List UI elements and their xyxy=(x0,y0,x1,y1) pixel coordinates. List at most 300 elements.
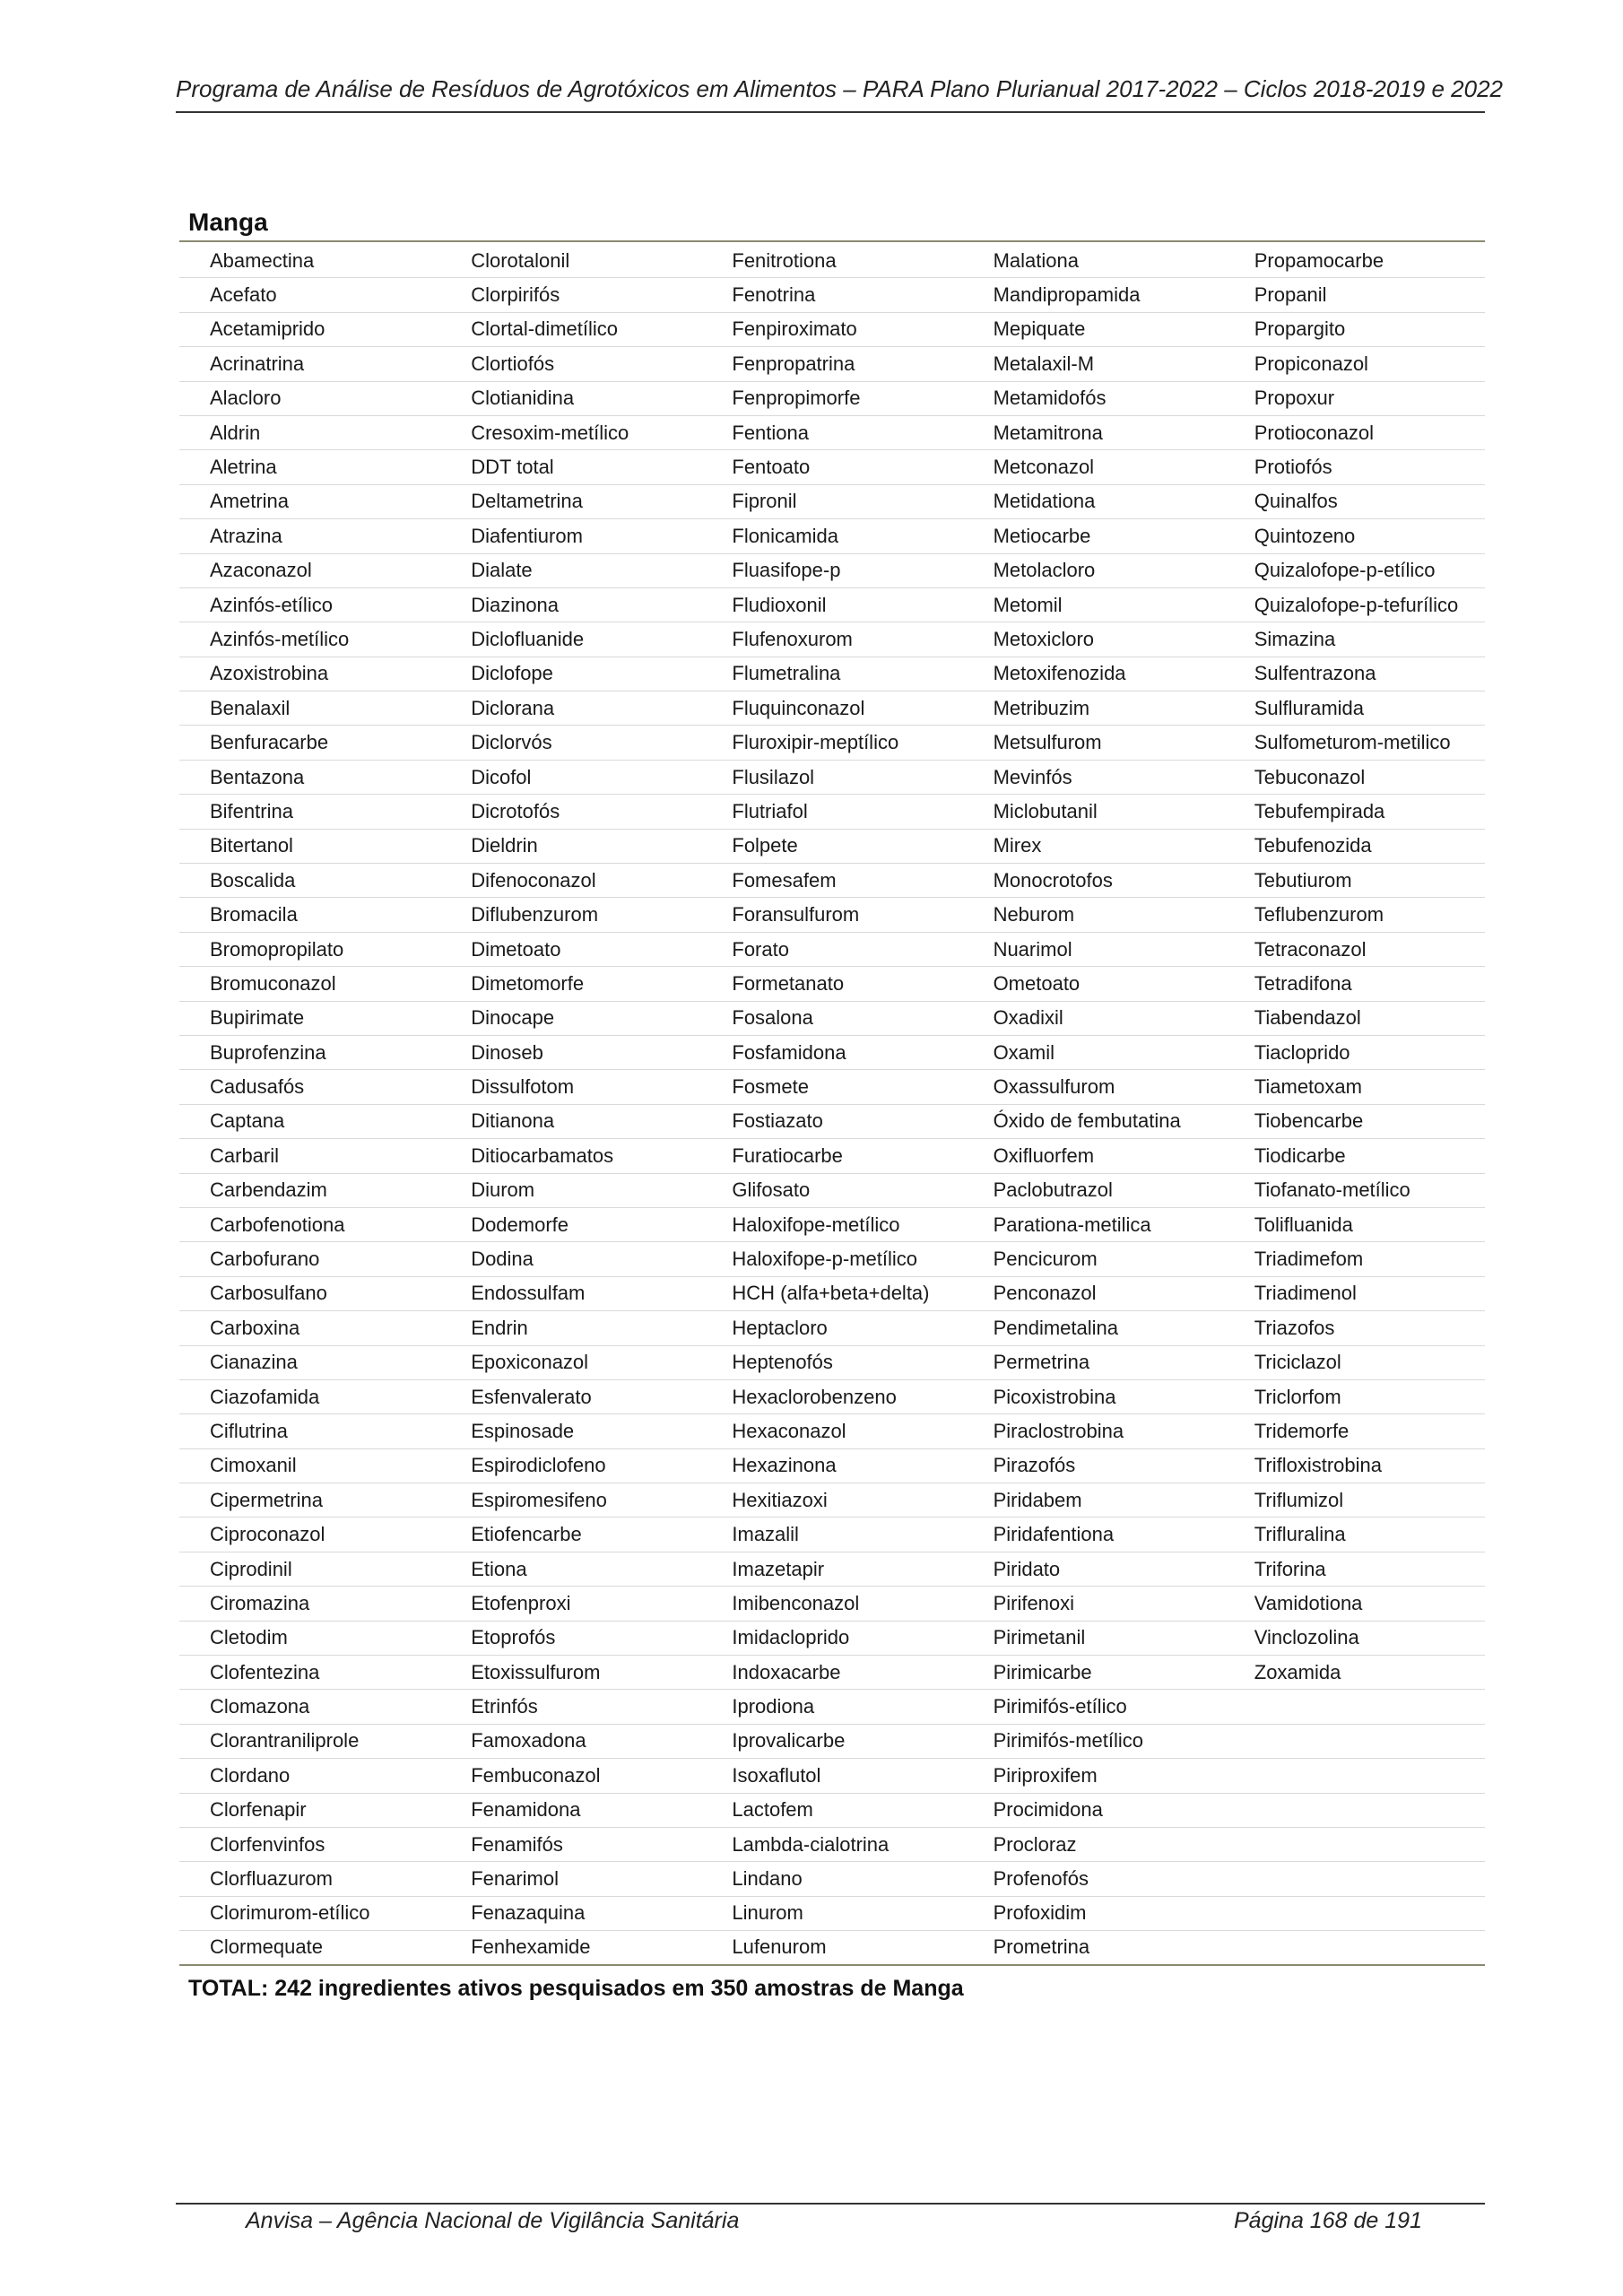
table-cell: Metidationa xyxy=(993,490,1096,513)
table-cell: Clomazona xyxy=(210,1695,310,1718)
table-cell: Pirimetanil xyxy=(993,1626,1086,1649)
table-row xyxy=(179,1862,1485,1896)
table-cell: Lindano xyxy=(732,1867,803,1891)
table-cell: Triforina xyxy=(1254,1557,1326,1580)
table-row xyxy=(179,1483,1485,1518)
table-cell: Diclofope xyxy=(471,662,553,685)
table-cell: Carbendazim xyxy=(210,1178,327,1202)
table-cell: Dicrotofós xyxy=(471,799,560,822)
table-cell: Nuarimol xyxy=(993,937,1072,961)
table-row xyxy=(179,1897,1485,1931)
table-cell: Heptacloro xyxy=(732,1316,828,1339)
table-row xyxy=(179,657,1485,691)
table-cell: Propoxur xyxy=(1254,387,1335,410)
table-cell: Cletodim xyxy=(210,1626,288,1649)
table-cell: Clofentezina xyxy=(210,1660,320,1683)
table-cell: Triazofos xyxy=(1254,1316,1335,1339)
table-cell: Clorfluazurom xyxy=(210,1867,333,1891)
table-row xyxy=(179,1587,1485,1621)
table-cell: Endossulfam xyxy=(471,1282,586,1305)
table-row xyxy=(179,1414,1485,1448)
table-row xyxy=(179,519,1485,553)
table-cell: Imibenconazol xyxy=(732,1591,860,1614)
table-cell: Etofenproxi xyxy=(471,1591,571,1614)
table-cell: Ametrina xyxy=(210,490,290,513)
table-cell: Dimetomorfe xyxy=(471,971,585,995)
table-cell: Imazetapir xyxy=(732,1557,825,1580)
table-cell: Mevinfós xyxy=(993,765,1072,788)
table-cell: Azaconazol xyxy=(210,559,312,582)
table-cell: Ometoato xyxy=(993,971,1081,995)
table-cell: Tiodicarbe xyxy=(1254,1144,1346,1167)
table-row xyxy=(179,1725,1485,1759)
table-cell: Formetanato xyxy=(732,971,845,995)
table-cell: Hexaclorobenzeno xyxy=(732,1385,897,1408)
table-row xyxy=(179,726,1485,760)
table-cell: Diclorana xyxy=(471,696,555,719)
table-cell: Protioconazol xyxy=(1254,421,1375,444)
table-cell: Furatiocarbe xyxy=(732,1144,843,1167)
table-cell: Metamitrona xyxy=(993,421,1103,444)
table-cell: Fenarimol xyxy=(471,1867,559,1891)
table-cell: Metomil xyxy=(993,593,1063,616)
table-cell: Glifosato xyxy=(732,1178,811,1202)
table-cell: Haloxifope-p-metílico xyxy=(732,1248,918,1271)
table-cell: Procimidona xyxy=(993,1798,1103,1822)
table-cell: Metribuzim xyxy=(993,696,1090,719)
table-cell: Fluasifope-p xyxy=(732,559,841,582)
table-cell: Carboxina xyxy=(210,1316,300,1339)
table-cell: Oxifluorfem xyxy=(993,1144,1095,1167)
table-cell: Tebufempirada xyxy=(1254,799,1385,822)
table-cell: Pirimicarbe xyxy=(993,1660,1092,1683)
table-row xyxy=(179,485,1485,519)
table-row xyxy=(179,1449,1485,1483)
table-cell: Fluquinconazol xyxy=(732,696,865,719)
table-row xyxy=(179,795,1485,829)
table-cell: Acrinatrina xyxy=(210,352,305,375)
table-cell: HCH (alfa+beta+delta) xyxy=(732,1282,930,1305)
table-cell: Metamidofós xyxy=(993,387,1107,410)
table-cell: Ciprodinil xyxy=(210,1557,292,1580)
table-cell: Famoxadona xyxy=(471,1729,586,1752)
table-cell: Carbofenotiona xyxy=(210,1213,345,1236)
table-cell: Sulfluramida xyxy=(1254,696,1365,719)
table-row xyxy=(179,416,1485,450)
table-row xyxy=(179,1070,1485,1104)
table-cell: Fluroxipir-meptílico xyxy=(732,731,899,754)
table-cell: Tiametoxam xyxy=(1254,1075,1362,1099)
table-cell: Lufenurom xyxy=(732,1935,827,1959)
table-row xyxy=(179,1828,1485,1862)
table-cell: Carbosulfano xyxy=(210,1282,327,1305)
table-row xyxy=(179,1690,1485,1724)
table-cell: Hexazinona xyxy=(732,1454,837,1477)
table-cell: Fenhexamide xyxy=(471,1935,591,1959)
table-cell: Tiobencarbe xyxy=(1254,1109,1364,1133)
table-row xyxy=(179,1552,1485,1587)
table-cell: Prometrina xyxy=(993,1935,1090,1959)
table-cell: Clortiofós xyxy=(471,352,555,375)
table-cell: Dinoseb xyxy=(471,1040,543,1064)
table-cell: Propiconazol xyxy=(1254,352,1368,375)
table-cell: Abamectina xyxy=(210,248,315,272)
table-cell: Fentiona xyxy=(732,421,809,444)
table-cell: Fenpiroximato xyxy=(732,317,857,341)
table-cell: Azinfós-metílico xyxy=(210,627,350,650)
table-row xyxy=(179,1277,1485,1311)
table-cell: DDT total xyxy=(471,456,554,479)
table-cell: Tetradifona xyxy=(1254,971,1352,995)
table-cell: Trifloxistrobina xyxy=(1254,1454,1382,1477)
table-cell: Carbofurano xyxy=(210,1248,320,1271)
table-cell: Imazalil xyxy=(732,1523,799,1546)
table-cell: Etiona xyxy=(471,1557,527,1580)
table-cell: Oxassulfurom xyxy=(993,1075,1115,1099)
table-cell: Metoxicloro xyxy=(993,627,1095,650)
table-cell: Fludioxonil xyxy=(732,593,827,616)
table-cell: Dimetoato xyxy=(471,937,561,961)
table-cell: Vamidotiona xyxy=(1254,1591,1363,1614)
table-cell: Bromopropilato xyxy=(210,937,344,961)
table-cell: Pirifenoxi xyxy=(993,1591,1075,1614)
table-cell: Cresoxim-metílico xyxy=(471,421,629,444)
table-cell: Carbaril xyxy=(210,1144,280,1167)
table-cell: Propamocarbe xyxy=(1254,248,1384,272)
table-cell: Simazina xyxy=(1254,627,1336,650)
table-row xyxy=(179,830,1485,864)
table-cell: Cadusafós xyxy=(210,1075,305,1099)
table-cell: Aldrin xyxy=(210,421,261,444)
table-cell: Linurom xyxy=(732,1901,803,1925)
table-cell: Folpete xyxy=(732,834,798,857)
table-cell: Procloraz xyxy=(993,1832,1077,1856)
table-cell: Diurom xyxy=(471,1178,535,1202)
table-cell: Vinclozolina xyxy=(1254,1626,1359,1649)
table-cell: Mepiquate xyxy=(993,317,1086,341)
table-cell: Diclofluanide xyxy=(471,627,585,650)
table-cell: Quinalfos xyxy=(1254,490,1338,513)
table-cell: Diazinona xyxy=(471,593,560,616)
table-cell: Fomesafem xyxy=(732,868,837,891)
table-cell: Atrazina xyxy=(210,524,282,547)
table-row xyxy=(179,588,1485,622)
table-cell: Tiofanato-metílico xyxy=(1254,1178,1410,1202)
table-cell: Tetraconazol xyxy=(1254,937,1367,961)
table-cell: Paclobutrazol xyxy=(993,1178,1113,1202)
table-cell: Ciflutrina xyxy=(210,1419,288,1442)
table-cell: Clortal-dimetílico xyxy=(471,317,619,341)
table-cell: Fipronil xyxy=(732,490,797,513)
table-cell: Benfuracarbe xyxy=(210,731,329,754)
footer-divider xyxy=(176,2203,1485,2205)
table-row xyxy=(179,1622,1485,1656)
table-cell: Flonicamida xyxy=(732,524,838,547)
table-cell: Trifluralina xyxy=(1254,1523,1346,1546)
table-cell: Cianazina xyxy=(210,1351,298,1374)
table-cell: Piridafentiona xyxy=(993,1523,1115,1546)
table-cell: Triciclazol xyxy=(1254,1351,1341,1374)
table-cell: Fosmete xyxy=(732,1075,809,1099)
table-cell: Difenoconazol xyxy=(471,868,596,891)
table-cell: Boscalida xyxy=(210,868,296,891)
table-cell: Clorantraniliprole xyxy=(210,1729,360,1752)
table-cell: Clorotalonil xyxy=(471,248,570,272)
table-row xyxy=(179,1174,1485,1208)
table-row xyxy=(179,1380,1485,1414)
table-cell: Flumetralina xyxy=(732,662,841,685)
table-cell: Metiocarbe xyxy=(993,524,1091,547)
table-cell: Monocrotofos xyxy=(993,868,1113,891)
table-cell: Espinosade xyxy=(471,1419,575,1442)
table-cell: Cipermetrina xyxy=(210,1488,323,1511)
table-cell: Fostiazato xyxy=(732,1109,823,1133)
table-cell: Etoxissulfurom xyxy=(471,1660,601,1683)
table-cell: Flufenoxurom xyxy=(732,627,853,650)
table-cell: Dinocape xyxy=(471,1006,555,1030)
table-cell: Hexaconazol xyxy=(732,1419,846,1442)
table-row xyxy=(179,761,1485,795)
table-cell: Tiabendazol xyxy=(1254,1006,1361,1030)
table-cell: Picoxistrobina xyxy=(993,1385,1116,1408)
table-cell: Pirimifós-etílico xyxy=(993,1695,1127,1718)
table-cell: Metalaxil-M xyxy=(993,352,1095,375)
table-cell: Triclorfom xyxy=(1254,1385,1341,1408)
table-cell: Zoxamida xyxy=(1254,1660,1341,1683)
table-cell: Ciromazina xyxy=(210,1591,310,1614)
total-summary: TOTAL: 242 ingredientes ativos pesquisados em 350 amostras de Manga xyxy=(188,1976,964,2001)
table-cell: Penconazol xyxy=(993,1282,1097,1305)
table-row xyxy=(179,244,1485,278)
table-cell: Neburom xyxy=(993,903,1075,926)
header-divider xyxy=(176,111,1485,113)
table-cell: Dodemorfe xyxy=(471,1213,569,1236)
footer-agency: Anvisa – Agência Nacional de Vigilância Sanitária xyxy=(246,2208,740,2233)
table-cell: Epoxiconazol xyxy=(471,1351,589,1374)
table-cell: Iprodiona xyxy=(732,1695,815,1718)
table-cell: Clormequate xyxy=(210,1935,323,1959)
table-cell: Óxido de fembutatina xyxy=(993,1109,1181,1133)
table-cell: Azinfós-etílico xyxy=(210,593,333,616)
table-cell: Quintozeno xyxy=(1254,524,1356,547)
table-cell: Lambda-cialotrina xyxy=(732,1832,890,1856)
table-cell: Flusilazol xyxy=(732,765,815,788)
table-cell: Clorimurom-etílico xyxy=(210,1901,370,1925)
table-cell: Dodina xyxy=(471,1248,534,1271)
table-row xyxy=(179,313,1485,347)
table-cell: Etoprofós xyxy=(471,1626,556,1649)
table-row xyxy=(179,1931,1485,1965)
table-cell: Propanil xyxy=(1254,283,1327,307)
table-cell: Piridabem xyxy=(993,1488,1082,1511)
table-cell: Bupirimate xyxy=(210,1006,305,1030)
table-row xyxy=(179,967,1485,1001)
table-cell: Captana xyxy=(210,1109,285,1133)
table-cell: Bromacila xyxy=(210,903,298,926)
table-cell: Metolacloro xyxy=(993,559,1096,582)
table-cell: Sulfometurom-metilico xyxy=(1254,731,1451,754)
table-cell: Imidacloprido xyxy=(732,1626,850,1649)
table-cell: Fembuconazol xyxy=(471,1763,601,1787)
table-cell: Piraclostrobina xyxy=(993,1419,1124,1442)
table-cell: Fenpropatrina xyxy=(732,352,855,375)
table-row xyxy=(179,933,1485,967)
table-cell: Tolifluanida xyxy=(1254,1213,1353,1236)
table-row xyxy=(179,1518,1485,1552)
table-cell: Alacloro xyxy=(210,387,282,410)
table-cell: Acetamiprido xyxy=(210,317,325,341)
page-header: Programa de Análise de Resíduos de Agrotóxicos em Alimentos – PARA Plano Plurianual 2017-2022 – Ciclos 2018-2019 e 2022 xyxy=(176,75,1503,102)
table-row xyxy=(179,1242,1485,1276)
table-row xyxy=(179,1105,1485,1139)
table-cell: Etrinfós xyxy=(471,1695,538,1718)
table-cell: Fenazaquina xyxy=(471,1901,586,1925)
table-row xyxy=(179,1139,1485,1173)
table-cell: Tebutiurom xyxy=(1254,868,1352,891)
section-title: Manga xyxy=(188,208,268,236)
table-cell: Lactofem xyxy=(732,1798,813,1822)
table-cell: Oxamil xyxy=(993,1040,1055,1064)
table-cell: Deltametrina xyxy=(471,490,583,513)
table-cell: Iprovalicarbe xyxy=(732,1729,846,1752)
table-row xyxy=(179,1759,1485,1793)
table-cell: Hexitiazoxi xyxy=(732,1488,828,1511)
table-row xyxy=(179,1002,1485,1036)
table-cell: Azoxistrobina xyxy=(210,662,329,685)
table-cell: Ciproconazol xyxy=(210,1523,325,1546)
table-cell: Bromuconazol xyxy=(210,971,336,995)
table-cell: Mirex xyxy=(993,834,1042,857)
table-row xyxy=(179,1346,1485,1380)
table-row xyxy=(179,864,1485,898)
table-cell: Espiromesifeno xyxy=(471,1488,607,1511)
table-row xyxy=(179,622,1485,657)
table-cell: Cimoxanil xyxy=(210,1454,297,1477)
table-cell: Triadimefom xyxy=(1254,1248,1364,1271)
table-cell: Metconazol xyxy=(993,456,1095,479)
table-cell: Teflubenzurom xyxy=(1254,903,1384,926)
table-cell: Bentazona xyxy=(210,765,305,788)
table-cell: Heptenofós xyxy=(732,1351,833,1374)
table-cell: Piridato xyxy=(993,1557,1061,1580)
table-cell: Fentoato xyxy=(732,456,811,479)
table-cell: Tebuconazol xyxy=(1254,765,1366,788)
table-cell: Bitertanol xyxy=(210,834,293,857)
table-cell: Ciazofamida xyxy=(210,1385,320,1408)
table-cell: Ditiocarbamatos xyxy=(471,1144,614,1167)
table-row xyxy=(179,554,1485,588)
table-cell: Triflumizol xyxy=(1254,1488,1344,1511)
table-cell: Dialate xyxy=(471,559,533,582)
table-cell: Espirodiclofeno xyxy=(471,1454,606,1477)
table-row xyxy=(179,691,1485,726)
table-cell: Clorfenvinfos xyxy=(210,1832,325,1856)
table-cell: Fenitrotiona xyxy=(732,248,837,272)
table-cell: Dicofol xyxy=(471,765,532,788)
table-cell: Protiofós xyxy=(1254,456,1332,479)
table-cell: Fosfamidona xyxy=(732,1040,846,1064)
table-cell: Parationa-metilica xyxy=(993,1213,1151,1236)
table-cell: Esfenvalerato xyxy=(471,1385,592,1408)
table-cell: Pirimifós-metílico xyxy=(993,1729,1144,1752)
table-row xyxy=(179,898,1485,932)
table-cell: Propargito xyxy=(1254,317,1346,341)
table-cell: Isoxaflutol xyxy=(732,1763,821,1787)
table-top-divider xyxy=(179,240,1485,242)
table-cell: Foransulfurom xyxy=(732,903,860,926)
table-cell: Profenofós xyxy=(993,1867,1089,1891)
table-cell: Ditianona xyxy=(471,1109,555,1133)
table-cell: Flutriafol xyxy=(732,799,808,822)
table-cell: Tebufenozida xyxy=(1254,834,1372,857)
table-row xyxy=(179,1036,1485,1070)
table-cell: Etiofencarbe xyxy=(471,1523,582,1546)
table-cell: Diflubenzurom xyxy=(471,903,599,926)
table-cell: Buprofenzina xyxy=(210,1040,326,1064)
table-cell: Piriproxifem xyxy=(993,1763,1098,1787)
table-cell: Oxadixil xyxy=(993,1006,1063,1030)
table-cell: Triadimenol xyxy=(1254,1282,1357,1305)
table-row xyxy=(179,1794,1485,1828)
page-number: Página 168 de 191 xyxy=(1234,2208,1422,2233)
table-cell: Quizalofope-p-etílico xyxy=(1254,559,1436,582)
table-cell: Bifentrina xyxy=(210,799,293,822)
table-cell: Diclorvós xyxy=(471,731,552,754)
ingredients-table xyxy=(179,244,1485,1966)
table-cell: Permetrina xyxy=(993,1351,1090,1374)
table-row xyxy=(179,1311,1485,1345)
table-cell: Tiacloprido xyxy=(1254,1040,1350,1064)
table-cell: Quizalofope-p-tefurílico xyxy=(1254,593,1459,616)
table-cell: Malationa xyxy=(993,248,1079,272)
table-cell: Forato xyxy=(732,937,789,961)
table-cell: Fenamifós xyxy=(471,1832,563,1856)
table-row xyxy=(179,278,1485,312)
table-cell: Benalaxil xyxy=(210,696,291,719)
table-cell: Pirazofós xyxy=(993,1454,1076,1477)
table-cell: Clorfenapir xyxy=(210,1798,307,1822)
table-row xyxy=(179,1656,1485,1690)
table-cell: Fenotrina xyxy=(732,283,816,307)
table-cell: Clordano xyxy=(210,1763,291,1787)
table-cell: Aletrina xyxy=(210,456,277,479)
table-cell: Mandipropamida xyxy=(993,283,1141,307)
table-cell: Sulfentrazona xyxy=(1254,662,1376,685)
table-cell: Haloxifope-metílico xyxy=(732,1213,900,1236)
table-cell: Pendimetalina xyxy=(993,1316,1118,1339)
table-cell: Indoxacarbe xyxy=(732,1660,841,1683)
table-cell: Endrin xyxy=(471,1316,528,1339)
table-cell: Acefato xyxy=(210,283,277,307)
table-row xyxy=(179,382,1485,416)
table-cell: Dieldrin xyxy=(471,834,538,857)
table-row xyxy=(179,450,1485,484)
table-row xyxy=(179,347,1485,381)
table-cell: Miclobutanil xyxy=(993,799,1098,822)
table-cell: Fenamidona xyxy=(471,1798,581,1822)
table-cell: Pencicurom xyxy=(993,1248,1098,1271)
table-cell: Clorpirifós xyxy=(471,283,560,307)
table-cell: Clotianidina xyxy=(471,387,575,410)
table-row xyxy=(179,1208,1485,1242)
table-cell: Diafentiurom xyxy=(471,524,583,547)
table-cell: Dissulfotom xyxy=(471,1075,575,1099)
table-cell: Metsulfurom xyxy=(993,731,1102,754)
table-cell: Fosalona xyxy=(732,1006,813,1030)
table-cell: Metoxifenozida xyxy=(993,662,1126,685)
table-cell: Profoxidim xyxy=(993,1901,1087,1925)
table-cell: Tridemorfe xyxy=(1254,1419,1350,1442)
